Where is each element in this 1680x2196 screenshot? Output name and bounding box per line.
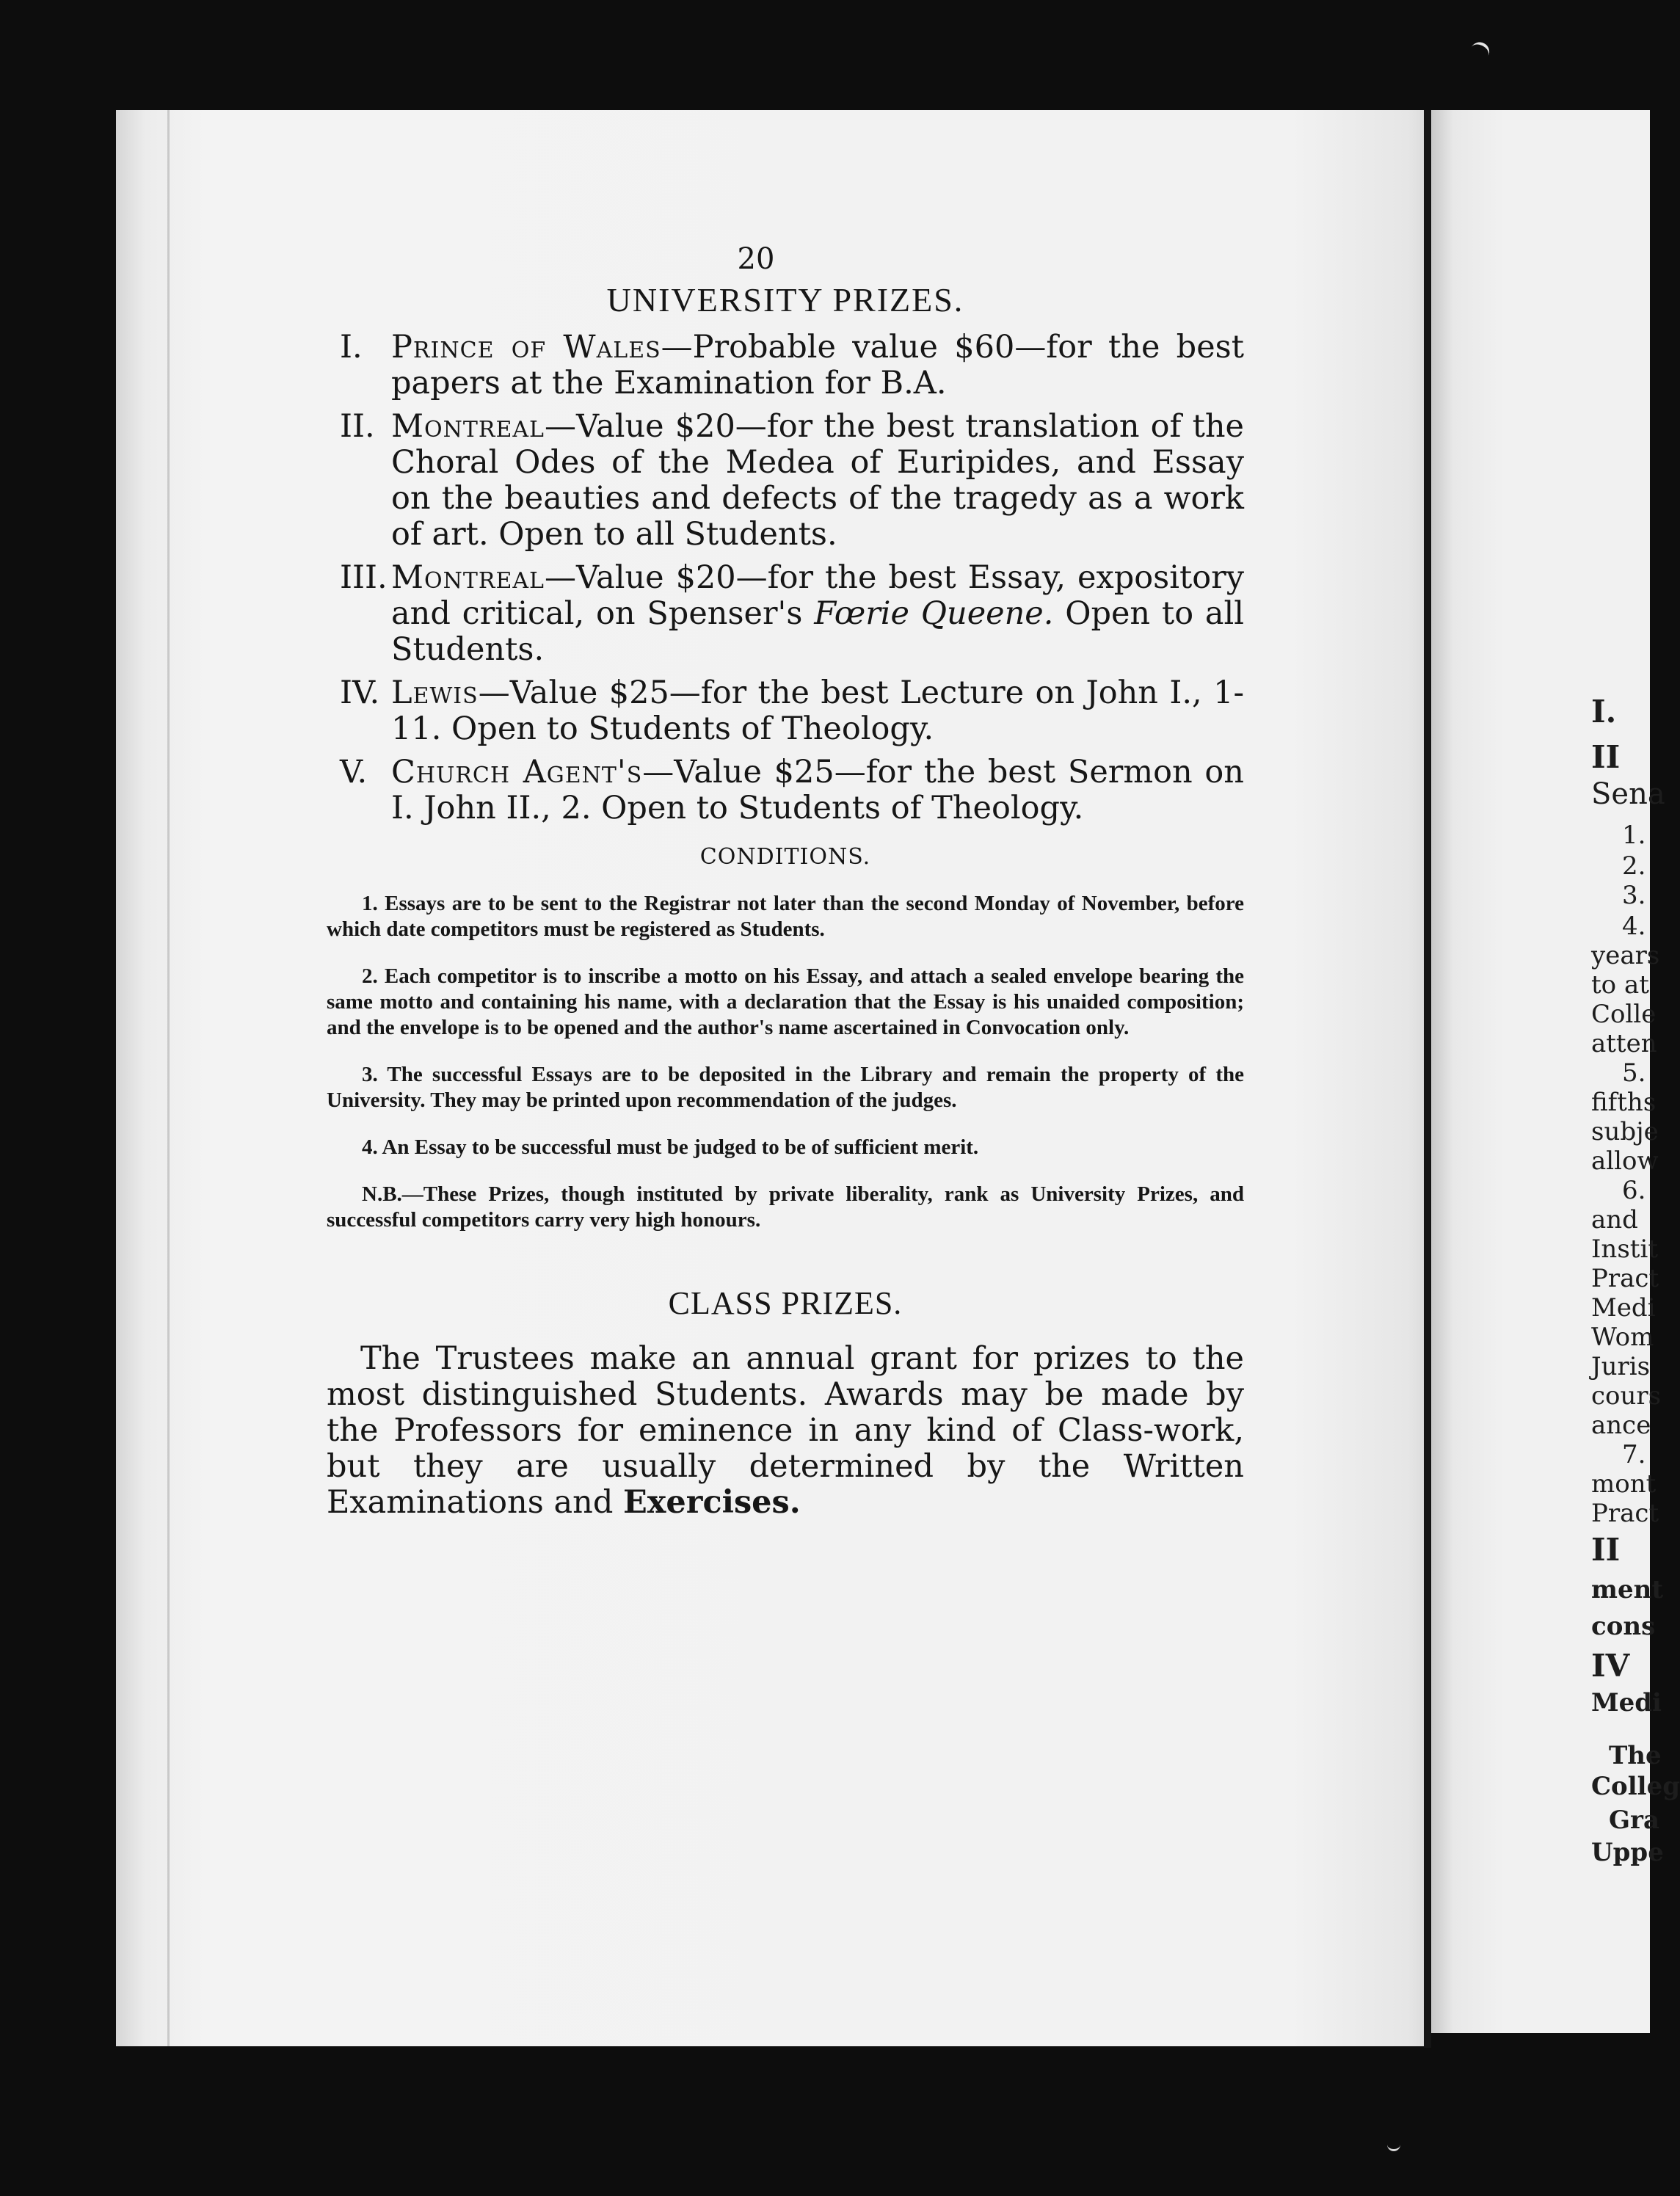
right-page-line: Gra — [1609, 1806, 1659, 1835]
condition-item: 4. An Essay to be successful must be judged to be of sufficient merit. — [362, 1135, 979, 1159]
right-page-line: I. — [1591, 694, 1617, 730]
right-page-line: 1. — [1622, 821, 1646, 850]
scan-mark — [1469, 39, 1492, 59]
right-page-line: II — [1591, 739, 1621, 775]
prize-text: —Value $25—for the best Sermon on I. John II., 2. Open to Students of Theology. — [391, 754, 1244, 826]
prize-text-after: Open to all Students. — [391, 595, 1245, 668]
right-page-line: Colle — [1591, 1000, 1657, 1029]
prize-numeral: V. — [340, 754, 368, 790]
prize-item — [327, 330, 1244, 401]
condition-item: 3. The successful Essays are to be deposited in the Library and remain the property of the University. They may be printed upon recommendation of the judges. — [327, 1063, 1244, 1112]
prize-numeral: III. — [340, 559, 388, 596]
right-page-line: to at — [1591, 970, 1649, 1000]
prize-item — [327, 675, 1244, 747]
class-prizes-text: The Trustees make an annual grant for prizes to the most distinguished Students. Awards may be made by the Professors for eminence in any kind of Class-work, but they are usually determined by the Written Examinations and — [327, 1340, 1244, 1521]
right-page-line: Medi — [1591, 1688, 1662, 1717]
right-page-line: Colleg — [1591, 1772, 1680, 1801]
right-page-line: cons — [1591, 1612, 1656, 1641]
right-page-line: subje — [1591, 1117, 1659, 1146]
right-page-line: 2. — [1622, 851, 1646, 881]
nota-bene: N.B.—These Prizes, though instituted by private liberality, rank as University Prizes, and successful competitors carry very high honours. — [327, 1182, 1244, 1232]
right-page-line: 6. — [1622, 1176, 1646, 1205]
prize-text: —Value $20—for the best Essay, expository and critical, on Spenser's — [391, 559, 1244, 632]
right-page-line: 3. — [1622, 881, 1646, 910]
right-page-line: atten — [1591, 1029, 1657, 1058]
conditions-title: CONDITIONS. — [699, 844, 871, 870]
right-page-line: Medi — [1591, 1293, 1656, 1323]
right-page-line: Sena — [1591, 777, 1665, 811]
condition-item: 2. Each competitor is to inscribe a motto on his Essay, and attach a sealed envelope bearing the same motto and containing his name, with a declaration that the Essay is his unaided composition; and the envelope is to be opened and the author's name ascertained in Convocation only. — [327, 964, 1244, 1039]
prize-numeral: II. — [340, 408, 375, 445]
prize-text: —Value $25—for the best Lecture on John I., 1-11. Open to Students of Theology. — [391, 675, 1244, 747]
prize-name: Lewis — [391, 675, 479, 711]
class-prizes-last-word: Exercises. — [623, 1484, 801, 1521]
prize-text: —Value $20—for the best translation of the Choral Odes of the Medea of Euripides, and Essay on the beauties and defects of the tragedy as a work of art. Open to all Students. — [391, 408, 1244, 553]
right-page-line: cours — [1591, 1381, 1662, 1411]
prize-numeral: IV. — [340, 675, 380, 711]
right-page-line: years — [1591, 941, 1660, 970]
prize-name: Montreal — [391, 408, 545, 445]
right-page-line: Uppe — [1591, 1838, 1664, 1867]
page-inner-edge — [167, 110, 170, 2046]
prize-item — [327, 755, 1244, 826]
prize-text: —Probable value $60—for the best papers at the Examination for B.A. — [391, 329, 1244, 401]
condition-item: 1. Essays are to be sent to the Registrar not later than the second Monday of November, before which date competitors must be registered as Students. — [327, 892, 1244, 941]
right-page-line: Juris — [1591, 1352, 1651, 1381]
class-prizes-body — [327, 1341, 1244, 1521]
right-page-line: Wom — [1591, 1323, 1654, 1352]
right-page-line: Pract — [1591, 1264, 1659, 1293]
prize-numeral: I. — [340, 329, 363, 366]
scan-mark-bottom — [1387, 2142, 1400, 2151]
right-page-line: Pract — [1591, 1499, 1659, 1528]
right-page-line: The — [1609, 1741, 1662, 1770]
right-page-line: and — [1591, 1205, 1638, 1235]
right-page-line: allow — [1591, 1146, 1659, 1176]
right-page-line: II — [1591, 1532, 1621, 1568]
prize-name: Church Agent's — [391, 754, 643, 790]
right-page-line: fifths — [1591, 1088, 1657, 1117]
right-page-line: Instit — [1591, 1235, 1658, 1264]
right-page-line: 4. — [1622, 912, 1646, 941]
prize-item — [327, 560, 1244, 668]
prize-text-italic: Fœrie Queene. — [814, 595, 1054, 632]
right-page-line: 7. — [1622, 1440, 1646, 1469]
book-spine — [1424, 110, 1431, 2048]
prize-name: Prince of Wales — [391, 329, 661, 366]
prize-item — [327, 409, 1244, 553]
prize-name: Montreal — [391, 559, 545, 596]
page-content — [327, 242, 1244, 1521]
class-prizes-title: CLASS PRIZES. — [668, 1285, 903, 1321]
section-title: UNIVERSITY PRIZES. — [606, 281, 964, 319]
page-number: 20 — [737, 242, 775, 276]
right-page-line: ment — [1591, 1575, 1664, 1604]
right-page-line: IV — [1591, 1648, 1630, 1684]
right-page-line: 5. — [1622, 1058, 1646, 1088]
right-page-line: mont — [1591, 1469, 1657, 1499]
right-page-line: ance — [1591, 1411, 1651, 1440]
